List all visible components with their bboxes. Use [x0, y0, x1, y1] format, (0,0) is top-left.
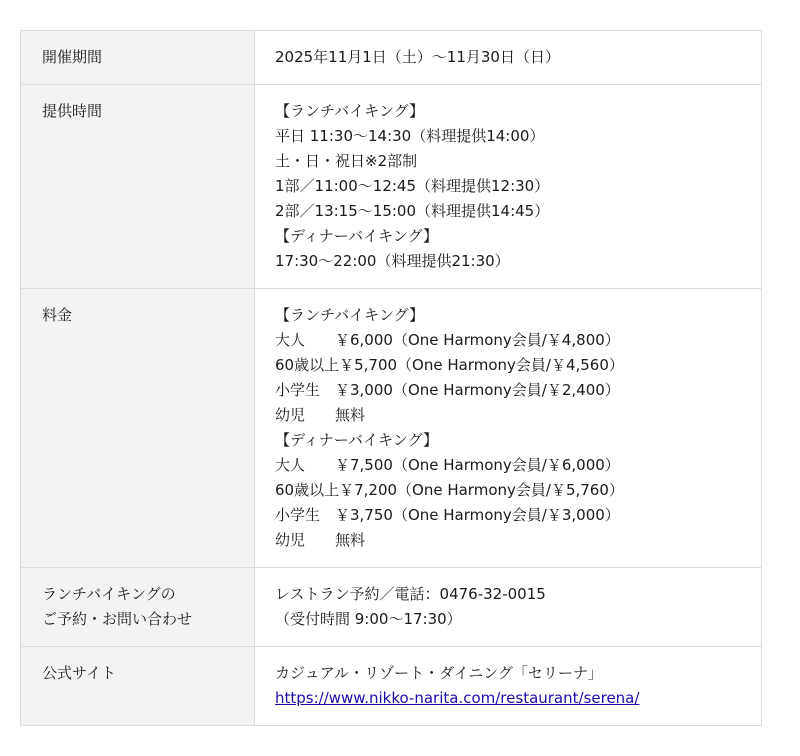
- value-line: カジュアル・リゾート・ダイニング「セリーナ」: [275, 664, 603, 682]
- row-label-reservation: [21, 568, 255, 647]
- row-label-period: [21, 31, 255, 85]
- value-line: 2部／13:15〜15:00（料理提供14:45）: [275, 202, 550, 220]
- row-value-hours: [255, 85, 762, 289]
- value-line: 【ランチバイキング】: [275, 306, 425, 324]
- value-line: 【ランチバイキング】: [275, 102, 425, 120]
- value-line: 大人 ￥7,500（One Harmony会員/￥6,000）: [275, 456, 620, 474]
- table-row: [21, 85, 762, 289]
- row-value-reservation: [255, 568, 762, 647]
- value-line: 60歳以上￥7,200（One Harmony会員/￥5,760）: [275, 481, 624, 499]
- table-row: [21, 647, 762, 726]
- value-line: 幼児 無料: [275, 406, 366, 424]
- row-value-website: [255, 647, 762, 726]
- table-row: [21, 568, 762, 647]
- official-site-link[interactable]: https://www.nikko-narita.com/restaurant/serena/: [275, 689, 640, 707]
- label-line: ランチバイキングの: [42, 585, 176, 603]
- row-value-price: [255, 289, 762, 568]
- table-row: [21, 289, 762, 568]
- value-line: （受付時間 9:00〜17:30）: [275, 610, 462, 628]
- row-label-price: [21, 289, 255, 568]
- value-line: 1部／11:00〜12:45（料理提供12:30）: [275, 177, 550, 195]
- value-line: 土・日・祝日※2部制: [275, 152, 418, 170]
- value-line: 大人 ￥6,000（One Harmony会員/￥4,800）: [275, 331, 620, 349]
- row-label-hours: [21, 85, 255, 289]
- value-line: 幼児 無料: [275, 531, 366, 549]
- value-line: 平日 11:30〜14:30（料理提供14:00）: [275, 127, 545, 145]
- value-line: レストラン予約／電話：0476-32-0015: [275, 585, 546, 603]
- event-info-table: [20, 30, 762, 726]
- table-row: [21, 31, 762, 85]
- value-line: 60歳以上￥5,700（One Harmony会員/￥4,560）: [275, 356, 624, 374]
- value-line: 2025年11月1日（土）〜11月30日（日）: [275, 48, 560, 66]
- row-value-period: [255, 31, 762, 85]
- value-line: 小学生 ￥3,000（One Harmony会員/￥2,400）: [275, 381, 620, 399]
- label-line: 公式サイト: [42, 664, 116, 682]
- row-label-website: [21, 647, 255, 726]
- value-line: 【ディナーバイキング】: [275, 227, 439, 245]
- value-line: 小学生 ￥3,750（One Harmony会員/￥3,000）: [275, 506, 620, 524]
- value-line: 【ディナーバイキング】: [275, 431, 439, 449]
- label-line: 提供時間: [42, 102, 103, 120]
- value-line: 17:30〜22:00（料理提供21:30）: [275, 252, 510, 270]
- label-line: 開催期間: [42, 48, 103, 66]
- label-line: ご予約・お問い合わせ: [42, 610, 193, 628]
- label-line: 料金: [42, 306, 73, 324]
